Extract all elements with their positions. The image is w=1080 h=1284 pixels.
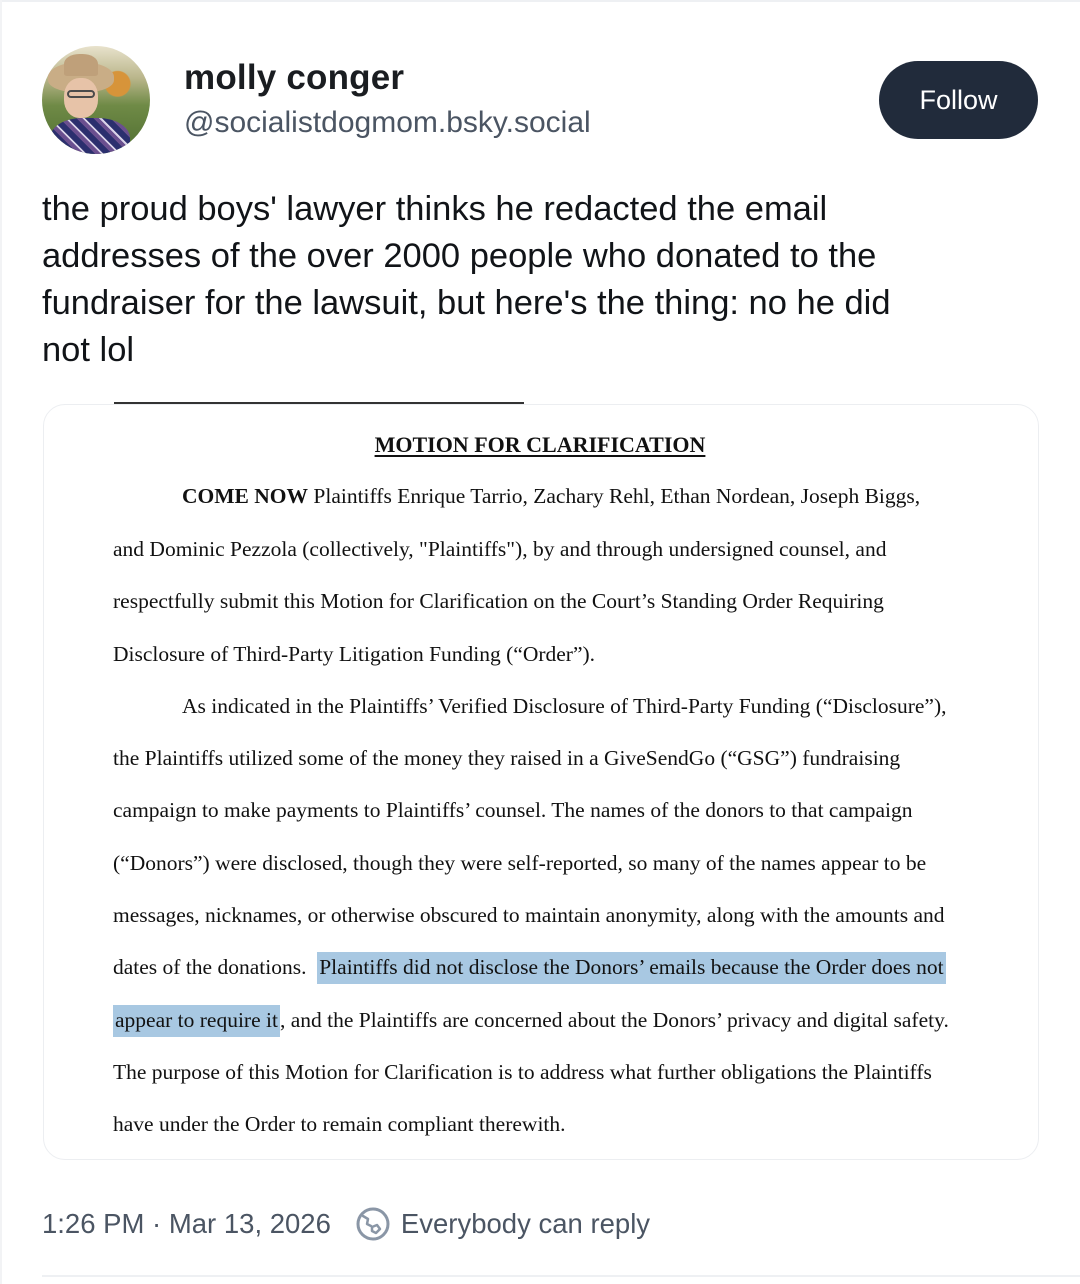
post-text-line: not lol <box>42 331 135 369</box>
top-border <box>0 0 1080 2</box>
document-line <box>182 484 920 509</box>
author-handle[interactable]: @socialistdogmom.bsky.social <box>184 106 591 139</box>
left-border <box>0 0 2 1284</box>
document-line: and Dominic Pezzola (collectively, "Plaintiffs"), by and through undersigned counsel, and <box>113 537 887 561</box>
post-timestamp[interactable]: 1:26 PM · Mar 13, 2026 <box>42 1208 331 1239</box>
embedded-image[interactable] <box>43 404 1039 1160</box>
avatar-hat-crown <box>64 54 98 76</box>
document-line <box>113 955 946 980</box>
avatar[interactable] <box>42 46 150 154</box>
document-line: respectfully submit this Motion for Clarification on the Court’s Standing Order Requiring <box>113 589 884 613</box>
reply-setting[interactable]: Everybody can reply <box>400 1208 651 1239</box>
globe-icon <box>355 1206 391 1242</box>
document-title: MOTION FOR CLARIFICATION <box>374 432 706 457</box>
document-bold-lead: COME NOW <box>182 484 309 508</box>
document-line: The purpose of this Motion for Clarification is to address what further obligations the Plaintiffs <box>113 1060 932 1084</box>
divider <box>42 1275 1080 1277</box>
post-meta <box>42 1206 650 1242</box>
document-line: messages, nicknames, or otherwise obscured to maintain anonymity, along with the amounts and <box>113 903 945 927</box>
document-line: Disclosure of Third-Party Litigation Funding (“Order”). <box>113 642 596 666</box>
highlighted-text: Plaintiffs did not disclose the Donors’ emails because the Order does not <box>317 952 945 984</box>
document-line: As indicated in the Plaintiffs’ Verified Disclosure of Third-Party Funding (“Disclosure”), <box>182 694 947 718</box>
document-line-text: , and the Plaintiffs are concerned about the Donors’ privacy and digital safety. <box>279 1008 949 1032</box>
post-text-line: addresses of the over 2000 people who donated to the <box>42 237 877 275</box>
post-text-line: fundraiser for the lawsuit, but here's the thing: no he did <box>42 284 891 322</box>
avatar-face <box>64 78 98 118</box>
post-text <box>42 186 1042 374</box>
document-signature-line <box>114 402 524 404</box>
avatar-shirt <box>50 118 130 154</box>
document-line <box>113 1008 949 1033</box>
document-line: the Plaintiffs utilized some of the money they raised in a GiveSendGo (“GSG”) fundraising <box>113 746 901 770</box>
avatar-glasses <box>67 90 95 98</box>
author-display-name[interactable]: molly conger <box>184 58 405 97</box>
follow-button[interactable]: Follow <box>879 61 1038 139</box>
document-line: have under the Order to remain compliant therewith. <box>113 1112 566 1136</box>
document-line: campaign to make payments to Plaintiffs’ counsel. The names of the donors to that campaign <box>113 798 913 822</box>
document-line: (“Donors”) were disclosed, though they were self-reported, so many of the names appear to be <box>113 851 927 875</box>
document-line-text: dates of the donations. <box>113 955 318 979</box>
highlighted-text: appear to require it <box>113 1005 280 1037</box>
post-text-line: the proud boys' lawyer thinks he redacted the email <box>42 190 828 228</box>
document-line-text: Plaintiffs Enrique Tarrio, Zachary Rehl, Ethan Nordean, Joseph Biggs, <box>308 484 921 508</box>
